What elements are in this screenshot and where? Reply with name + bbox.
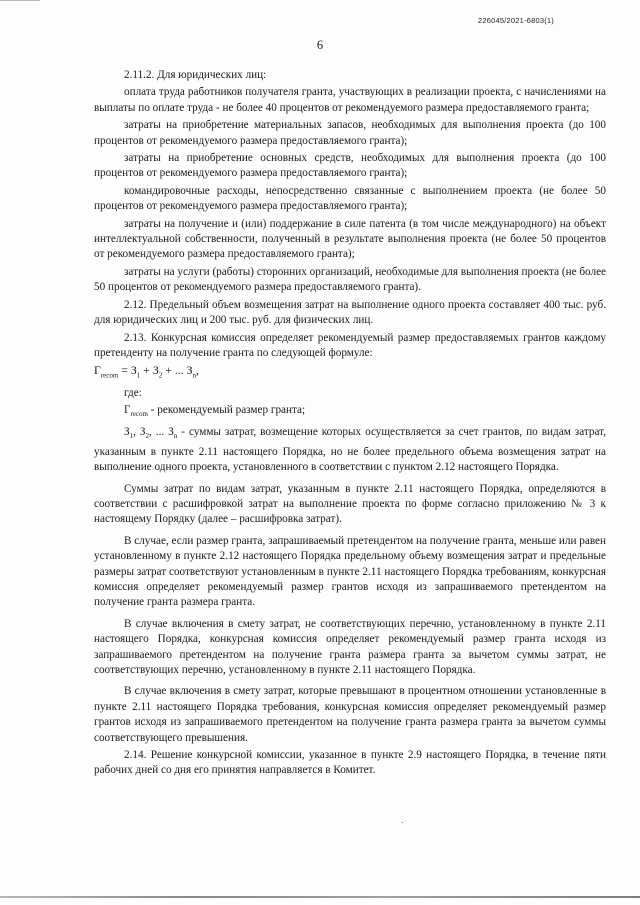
paragraph-case-non-matching: В случае включения в смету затрат, не соответствующих перечню, установленному в пункте 2.11 настоящего Порядка, конкурсная комиссия определяет рекомендуемый размер гранта исходя из запрашиваемого претендентом на получение гранта размера гранта за вычетом суммы затрат, не соответствующих перечню, установленному в пункте 2.11 настоящего Порядка. bbox=[94, 617, 606, 677]
paragraph-materials: затраты на приобретение материальных запасов, необходимых для выполнения проекта (до 100 процентов от рекомендуемого размера предоставляемого гранта); bbox=[94, 119, 606, 147]
paragraph-2-13: 2.13. Конкурсная комиссия определяет рекомендуемый размер предоставляемых грантов каждому претенденту на получение гранта по следующей формуле: bbox=[94, 331, 606, 359]
formula-dots: + ... З bbox=[162, 363, 193, 378]
paragraph-case-within-limit: В случае, если размер гранта, запрашиваемый претендентом на получение гранта, меньше или равен установленному в пункте 2.12 настоящего Порядка предельному объему возмещения затрат и предельные размеры затрат соответствуют установленным в пункте 2.11 настоящего Порядка требованиям, конкурсная комиссия определяет рекомендуемый размер грантов исходя из запрашиваемого претендентом на получение гранта размера гранта. bbox=[94, 534, 606, 609]
formula-eq: = З bbox=[118, 363, 137, 378]
formula-end: , bbox=[196, 363, 199, 378]
legend-grant-symbol: Г bbox=[124, 404, 131, 417]
paragraph-2-12: 2.12. Предельный объем возмещения затрат на выполнение одного проекта составляет 400 тыс. руб. для юридических лиц и 200 тыс. руб. для физических лиц. bbox=[94, 298, 606, 327]
paragraph-labor-costs: оплата труда работников получателя гранта, участвующих в реализации проекта, с начислениями на выплаты по оплате труда - не более 40 процентов от рекомендуемого размера предоставляемого гранта; bbox=[94, 86, 606, 114]
legend-costs-sub2: 2 bbox=[145, 432, 150, 441]
scan-speck bbox=[402, 822, 403, 823]
grant-formula bbox=[94, 363, 606, 384]
legend-grant-text: - рекомендуемый размер гранта; bbox=[147, 404, 306, 417]
page-number: 6 bbox=[316, 38, 324, 52]
legend-costs-sub1: 1 bbox=[129, 432, 134, 441]
legend-costs-b: , З bbox=[133, 426, 146, 439]
legend-costs-subn: n bbox=[173, 432, 178, 441]
formula-t1-sub: 1 bbox=[136, 371, 141, 380]
scan-artifact-top bbox=[0, 0, 40, 1]
formula-plus: + З bbox=[140, 363, 159, 378]
legend-costs-c: , ... З bbox=[149, 426, 174, 439]
paragraph-fixed-assets: затраты на приобретение основных средств, необходимых для выполнения проекта (до 100 процентов от рекомендуемого размера предоставляемого гранта); bbox=[94, 152, 606, 180]
paragraph-services: затраты на услуги (работы) сторонних организаций, необходимые для выполнения проекта (не более 50 процентов от рекомендуемого размера предоставляемого гранта). bbox=[94, 265, 606, 294]
formula-tn-sub: n bbox=[192, 371, 197, 380]
paragraph-travel: командировочные расходы, непосредственно связанные с выполнением проекта (не более 50 процентов от рекомендуемого размера предоставляемого гранта); bbox=[94, 184, 606, 213]
formula-legend-grant bbox=[94, 403, 606, 423]
paragraph-cost-breakdown: Суммы затрат по видам затрат, указанным в пункте 2.11 настоящего Порядка, определяются в соответствии с расшифровкой затрат на выполнение проекта по форме согласно приложению № 3 к настоящему Порядку (далее – расшифровка затрат). bbox=[94, 482, 606, 526]
formula-lhs: Г bbox=[94, 363, 101, 378]
paragraph-patent: затраты на получение и (или) поддержание в силе патента (в том числе международного) на объект интеллектуальной собственности, полученный в результате выполнения проекта (не более 50 процентов от рекомендуемого размера предоставляемого гранта); bbox=[94, 217, 606, 261]
formula-legend-costs bbox=[94, 425, 606, 475]
document-number: 226045/2021-6803(1) bbox=[478, 16, 554, 25]
paragraph-2-11-2: 2.11.2. Для юридических лиц: bbox=[124, 69, 267, 81]
document-body bbox=[94, 68, 606, 781]
scan-artifact-bottom bbox=[0, 896, 640, 898]
formula-where: где: bbox=[124, 387, 142, 400]
paragraph-case-exceeding: В случае включения в смету затрат, которые превышают в процентном отношении установленные в пункте 2.11 настоящего Порядка требования, конкурсная комиссия определяет рекомендуемый размер грантов исходя из запрашиваемого претендентом на получение гранта размера гранта за вычетом суммы соответствующего превышения. bbox=[94, 685, 606, 744]
paragraph-2-14: 2.14. Решение конкурсной комиссии, указанное в пункте 2.9 настоящего Порядка, в течение пяти рабочих дней со дня его принятия направляется в Комитет. bbox=[94, 749, 606, 777]
legend-costs-text: - суммы затрат, возмещение которых осуществляется за счет грантов, по видам затрат, указанным в пункте 2.11 настоящего Порядка, но не более предельного объема возмещения затрат на выполнение одного проекта, установленного в соответствии с пунктом 2.12 настоящего Порядка. bbox=[94, 426, 607, 474]
formula-t2-sub: 2 bbox=[158, 371, 163, 380]
legend-costs-a: З bbox=[124, 426, 130, 439]
formula-lhs-sub: recom bbox=[100, 371, 119, 380]
legend-grant-sub: recom bbox=[130, 410, 148, 419]
